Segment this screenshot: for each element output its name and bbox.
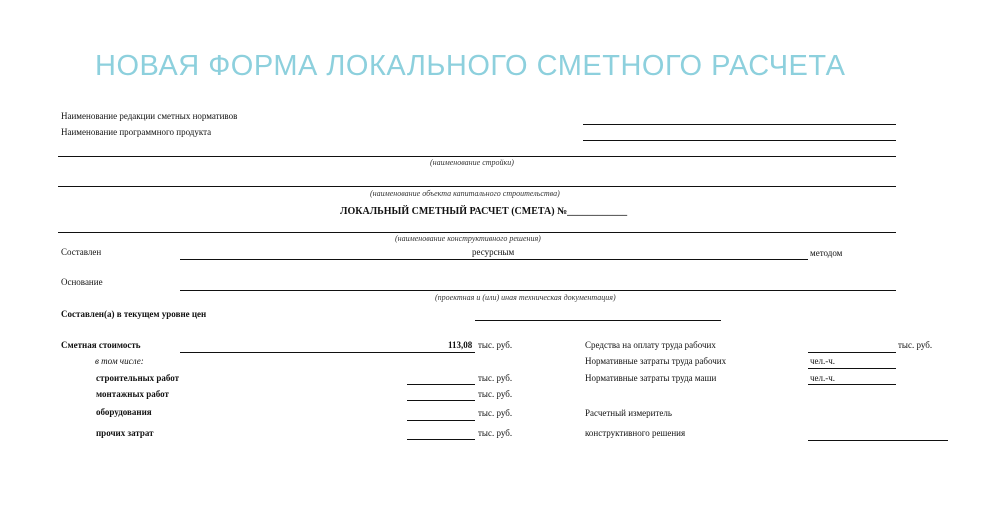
other-costs-label: прочих затрат bbox=[96, 428, 154, 438]
basis-label: Основание bbox=[61, 277, 103, 287]
construction-works-label: строительных работ bbox=[96, 373, 180, 383]
object-caption: (наименование объекта капитального строительства) bbox=[370, 189, 560, 198]
labor-norm-label: Нормативные затраты труда рабочих bbox=[585, 356, 727, 366]
method-value: ресурсным bbox=[472, 247, 515, 257]
construction-field-line[interactable] bbox=[58, 156, 896, 157]
labor-norm-line[interactable] bbox=[808, 368, 896, 369]
cost-field-line[interactable] bbox=[180, 352, 475, 353]
basis-field-line[interactable] bbox=[180, 290, 896, 291]
equipment-unit: тыс. руб. bbox=[478, 408, 513, 418]
software-label: Наименование программного продукта bbox=[61, 127, 212, 137]
docs-caption: (проектная и (или) иная техническая документация) bbox=[435, 293, 616, 302]
price-level-field-line[interactable] bbox=[475, 320, 721, 321]
equipment-label: оборудования bbox=[96, 407, 152, 417]
object-field-line[interactable] bbox=[58, 186, 896, 187]
machine-norm-line[interactable] bbox=[808, 384, 896, 385]
other-costs-line[interactable] bbox=[407, 439, 475, 440]
other-costs-unit: тыс. руб. bbox=[478, 428, 513, 438]
labor-norm-unit: чел.-ч. bbox=[810, 356, 836, 366]
meter-label: Расчетный измеритель bbox=[585, 408, 672, 418]
estimate-heading: ЛОКАЛЬНЫЙ СМЕТНЫЙ РАСЧЕТ (СМЕТА) №____________ bbox=[340, 206, 628, 217]
installation-works-unit: тыс. руб. bbox=[478, 389, 513, 399]
construction-works-line[interactable] bbox=[407, 384, 475, 385]
meter-line[interactable] bbox=[808, 440, 948, 441]
machine-norm-unit: чел.-ч. bbox=[810, 373, 836, 383]
including-label: в том числе: bbox=[95, 356, 144, 366]
construction-works-unit: тыс. руб. bbox=[478, 373, 513, 383]
labor-funds-unit: тыс. руб. bbox=[898, 340, 933, 350]
equipment-line[interactable] bbox=[407, 420, 475, 421]
machine-norm-label: Нормативные затраты труда маши bbox=[585, 373, 717, 383]
labor-funds-label: Средства на оплату труда рабочих bbox=[585, 340, 716, 350]
page-title: НОВАЯ ФОРМА ЛОКАЛЬНОГО СМЕТНОГО РАСЧЕТА bbox=[95, 50, 846, 82]
construction-caption: (наименование стройки) bbox=[430, 158, 514, 167]
method-field-line[interactable] bbox=[180, 259, 808, 260]
design-caption: (наименование конструктивного решения) bbox=[395, 234, 541, 243]
installation-works-line[interactable] bbox=[407, 400, 475, 401]
labor-funds-line[interactable] bbox=[808, 352, 896, 353]
installation-works-label: монтажных работ bbox=[96, 389, 169, 399]
design-solution-label: конструктивного решения bbox=[585, 428, 686, 438]
edition-field-line[interactable] bbox=[583, 124, 896, 125]
compiled-label: Составлен bbox=[61, 247, 102, 257]
cost-label: Сметная стоимость bbox=[61, 340, 141, 350]
design-field-line[interactable] bbox=[58, 232, 896, 233]
method-suffix: методом bbox=[810, 248, 843, 258]
cost-unit: тыс. руб. bbox=[478, 340, 513, 350]
cost-value: 113,08 bbox=[448, 340, 473, 350]
software-field-line[interactable] bbox=[583, 140, 896, 141]
price-level-label: Составлен(а) в текущем уровне цен bbox=[61, 309, 207, 319]
edition-label: Наименование редакции сметных нормативов bbox=[61, 111, 238, 121]
